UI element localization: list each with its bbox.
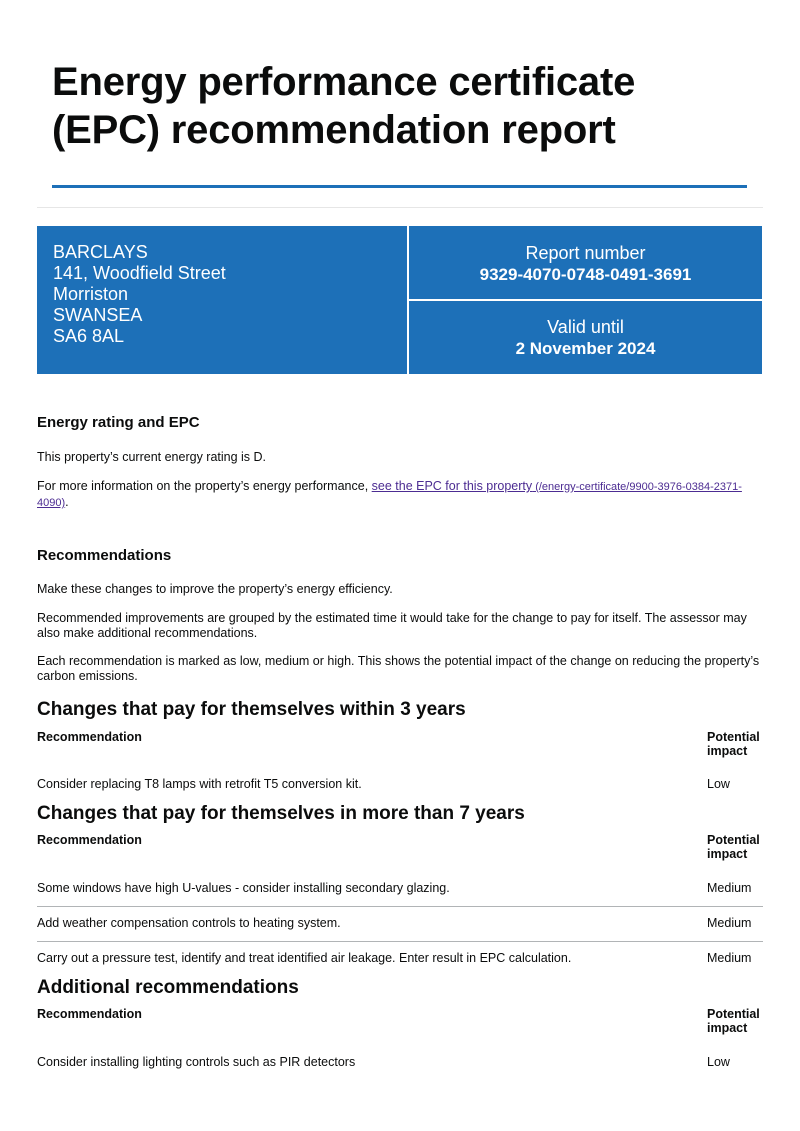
address-line-3: Morriston xyxy=(53,284,129,304)
impact-value: Medium xyxy=(707,916,752,930)
address-line-5: SA6 8AL xyxy=(53,326,125,346)
recommendations-heading: Recommendations xyxy=(37,547,172,564)
valid-until-label: Valid until xyxy=(547,317,624,337)
address-line-2: 141, Woodfield Street xyxy=(53,263,226,283)
page-title: Energy performance certificate (EPC) recommendation report xyxy=(52,60,636,152)
valid-until-value: 2 November 2024 xyxy=(515,339,656,358)
column-header-impact: Potential impact xyxy=(707,1007,760,1035)
report-number-value: 9329-4070-0748-0491-3691 xyxy=(479,265,692,284)
row-divider xyxy=(37,941,763,942)
column-header-recommendation: Recommendation xyxy=(37,833,142,847)
more-info-suffix: . xyxy=(65,495,69,509)
table-row: Add weather compensation controls to heating system. xyxy=(37,916,341,930)
column-header-impact: Potential impact xyxy=(707,730,760,758)
current-rating-text: This property’s current energy rating is D. xyxy=(37,450,267,464)
more-info-prefix: For more information on the property’s energy performance, xyxy=(37,479,372,493)
impact-value: Medium xyxy=(707,881,752,895)
header-divider xyxy=(37,207,763,208)
address-panel xyxy=(37,226,407,374)
table-row: Consider installing lighting controls such as PIR detectors xyxy=(37,1055,356,1069)
section-3-years-heading: Changes that pay for themselves within 3 years xyxy=(37,699,466,720)
energy-rating-heading: Energy rating and EPC xyxy=(37,414,200,431)
table-row: Carry out a pressure test, identify and treat identified air leakage. Enter result in EPC calculation. xyxy=(37,951,572,965)
recommendations-grouping: Recommended improvements are grouped by the estimated time it would take for the change to pay for itself. The assessor may also make additional recommendations. xyxy=(37,611,747,640)
title-divider xyxy=(52,185,747,188)
more-info-paragraph xyxy=(37,479,753,511)
address-line-4: SWANSEA xyxy=(53,305,143,325)
additional-recommendations-heading: Additional recommendations xyxy=(37,977,299,998)
column-header-recommendation: Recommendation xyxy=(37,730,142,744)
table-row: Consider replacing T8 lamps with retrofit T5 conversion kit. xyxy=(37,777,362,791)
address-line-1: BARCLAYS xyxy=(53,242,148,262)
epc-link-path: (/energy-certificate/9900-3976-0384-2371-4090) xyxy=(37,481,742,509)
report-number-label: Report number xyxy=(525,243,646,263)
recommendations-impact-note: Each recommendation is marked as low, medium or high. This shows the potential impact of the change on reducing the property’s carbon emissions. xyxy=(37,654,760,683)
row-divider xyxy=(37,906,763,907)
report-number-panel xyxy=(409,226,762,299)
valid-until-panel xyxy=(409,301,762,374)
table-row: Some windows have high U-values - consider installing secondary glazing. xyxy=(37,881,450,895)
impact-value: Medium xyxy=(707,951,752,965)
recommendations-intro: Make these changes to improve the property’s energy efficiency. xyxy=(37,582,393,596)
section-7-years-heading: Changes that pay for themselves in more than 7 years xyxy=(37,803,525,824)
column-header-recommendation: Recommendation xyxy=(37,1007,142,1021)
column-header-impact: Potential impact xyxy=(707,833,760,861)
impact-value: Low xyxy=(707,1055,730,1069)
epc-link-text: see the EPC for this property xyxy=(371,479,533,493)
impact-value: Low xyxy=(707,777,730,791)
